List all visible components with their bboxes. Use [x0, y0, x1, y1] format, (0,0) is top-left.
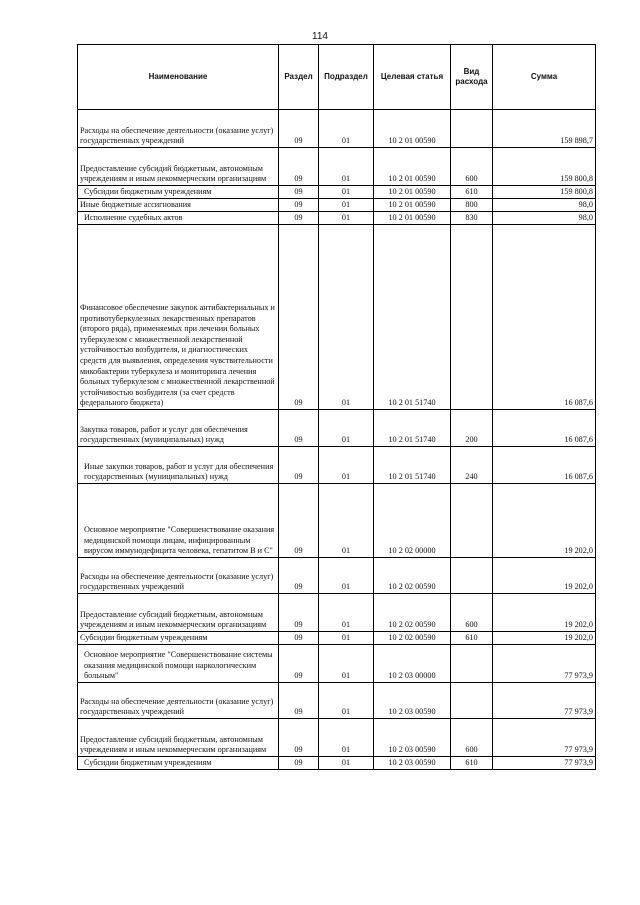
row-target-cell: 10 2 01 51740 [374, 410, 451, 447]
row-sum-cell: 16 087,6 [493, 225, 596, 410]
table-row [78, 719, 596, 757]
header-sum: Сумма [493, 45, 596, 110]
header-kind: Вид расхода [451, 45, 493, 110]
row-target-cell: 10 2 01 00590 [374, 199, 451, 212]
row-section-cell: 09 [279, 719, 319, 757]
row-target-cell: 10 2 02 00590 [374, 558, 451, 594]
row-section-cell: 09 [279, 199, 319, 212]
row-kind-cell: 200 [451, 410, 493, 447]
budget-table [77, 44, 596, 770]
row-section-cell: 09 [279, 212, 319, 225]
row-subsection-cell: 01 [319, 186, 374, 199]
row-kind-cell: 600 [451, 719, 493, 757]
row-section-cell: 09 [279, 186, 319, 199]
row-name-cell: Иные закупки товаров, работ и услуг для обеспечения государственных (муниципальных) нужд [78, 447, 279, 484]
table-row [78, 110, 596, 148]
row-sum-cell: 77 973,9 [493, 719, 596, 757]
row-kind-cell [451, 683, 493, 719]
row-name-cell: Исполнение судебных актов [78, 212, 279, 225]
table-row [78, 199, 596, 212]
row-name-cell: Финансовое обеспечение закупок антибактериальных и противотуберкулезных лекарственных препаратов (второго ряда), применяемых при лечении больных туберкулезом с множественной лекарственной устойчивостью возбудителя, и диагностических средств для выявления, определения чувствительности микобактерии туберкулеза и мониторинга лечения больных туберкулезом с множественной лекарственной устойчивостью возбудителя (за счет средств федерального бюджета) [78, 225, 279, 410]
row-target-cell: 10 2 02 00590 [374, 594, 451, 632]
row-subsection-cell: 01 [319, 199, 374, 212]
table-row [78, 447, 596, 484]
header-subsection: Подраздел [319, 45, 374, 110]
header-name: Наименование [78, 45, 279, 110]
row-target-cell: 10 2 01 51740 [374, 447, 451, 484]
table-row [78, 410, 596, 447]
row-subsection-cell: 01 [319, 212, 374, 225]
row-target-cell: 10 2 01 00590 [374, 212, 451, 225]
row-name-cell: Предоставление субсидий бюджетным, автономным учреждениям и иным некоммерческим организациям [78, 719, 279, 757]
row-subsection-cell: 01 [319, 225, 374, 410]
row-kind-cell: 610 [451, 186, 493, 199]
row-name-cell: Закупка товаров, работ и услуг для обеспечения государственных (муниципальных) нужд [78, 410, 279, 447]
row-target-cell: 10 2 01 51740 [374, 225, 451, 410]
row-target-cell: 10 2 03 00590 [374, 757, 451, 770]
row-kind-cell: 610 [451, 757, 493, 770]
row-sum-cell: 19 202,0 [493, 484, 596, 558]
row-target-cell: 10 2 01 00590 [374, 186, 451, 199]
row-section-cell: 09 [279, 484, 319, 558]
row-name-cell: Иные бюджетные ассигнования [78, 199, 279, 212]
row-subsection-cell: 01 [319, 110, 374, 148]
row-section-cell: 09 [279, 447, 319, 484]
row-section-cell: 09 [279, 225, 319, 410]
row-kind-cell [451, 558, 493, 594]
row-section-cell: 09 [279, 757, 319, 770]
row-sum-cell: 98,0 [493, 212, 596, 225]
table-header-row [78, 45, 596, 110]
row-name-cell: Расходы на обеспечение деятельности (оказание услуг) государственных учреждений [78, 110, 279, 148]
table-body [78, 110, 596, 770]
table-row [78, 212, 596, 225]
row-sum-cell: 19 202,0 [493, 632, 596, 645]
row-name-cell: Расходы на обеспечение деятельности (оказание услуг) государственных учреждений [78, 558, 279, 594]
row-name-cell: Субсидии бюджетным учреждениям [78, 632, 279, 645]
row-target-cell: 10 2 03 00000 [374, 645, 451, 683]
row-subsection-cell: 01 [319, 558, 374, 594]
row-target-cell: 10 2 03 00590 [374, 683, 451, 719]
row-kind-cell [451, 110, 493, 148]
row-target-cell: 10 2 01 00590 [374, 148, 451, 186]
table-row [78, 683, 596, 719]
row-sum-cell: 19 202,0 [493, 558, 596, 594]
page-number: 114 [312, 31, 328, 42]
row-target-cell: 10 2 02 00000 [374, 484, 451, 558]
row-section-cell: 09 [279, 148, 319, 186]
row-kind-cell [451, 645, 493, 683]
row-target-cell: 10 2 02 00590 [374, 632, 451, 645]
row-sum-cell: 77 973,9 [493, 683, 596, 719]
row-sum-cell: 159 800,8 [493, 186, 596, 199]
row-name-cell: Предоставление субсидий бюджетным, автономным учреждениям и иным некоммерческим организациям [78, 148, 279, 186]
row-kind-cell: 600 [451, 594, 493, 632]
row-name-cell: Основное мероприятие "Совершенствование системы оказания медицинской помощи наркологическим больным" [78, 645, 279, 683]
table-row [78, 148, 596, 186]
row-name-cell: Предоставление субсидий бюджетным, автономным учреждениям и иным некоммерческим организациям [78, 594, 279, 632]
row-sum-cell: 16 087,6 [493, 447, 596, 484]
table-row [78, 484, 596, 558]
row-kind-cell: 830 [451, 212, 493, 225]
row-kind-cell: 600 [451, 148, 493, 186]
row-target-cell: 10 2 01 00590 [374, 110, 451, 148]
row-subsection-cell: 01 [319, 594, 374, 632]
row-kind-cell [451, 225, 493, 410]
row-name-cell: Расходы на обеспечение деятельности (оказание услуг) государственных учреждений [78, 683, 279, 719]
row-sum-cell: 19 202,0 [493, 594, 596, 632]
table-row [78, 594, 596, 632]
row-section-cell: 09 [279, 558, 319, 594]
row-subsection-cell: 01 [319, 683, 374, 719]
row-section-cell: 09 [279, 632, 319, 645]
row-sum-cell: 77 973,9 [493, 757, 596, 770]
table-row [78, 225, 596, 410]
row-subsection-cell: 01 [319, 148, 374, 186]
row-sum-cell: 98,0 [493, 199, 596, 212]
row-subsection-cell: 01 [319, 447, 374, 484]
row-section-cell: 09 [279, 110, 319, 148]
table-row [78, 632, 596, 645]
row-subsection-cell: 01 [319, 645, 374, 683]
table-row [78, 645, 596, 683]
row-name-cell: Субсидии бюджетным учреждениям [78, 186, 279, 199]
row-name-cell: Основное мероприятие "Совершенствование оказания медицинской помощи лицам, инфицированным вирусом иммунодефицита человека, гепатитом В и С" [78, 484, 279, 558]
row-name-cell: Субсидии бюджетным учреждениям [78, 757, 279, 770]
row-subsection-cell: 01 [319, 719, 374, 757]
header-target: Целевая статья [374, 45, 451, 110]
table-row [78, 186, 596, 199]
row-subsection-cell: 01 [319, 757, 374, 770]
row-sum-cell: 159 898,7 [493, 110, 596, 148]
row-target-cell: 10 2 03 00590 [374, 719, 451, 757]
table-row [78, 757, 596, 770]
row-kind-cell: 240 [451, 447, 493, 484]
row-section-cell: 09 [279, 645, 319, 683]
row-section-cell: 09 [279, 410, 319, 447]
row-section-cell: 09 [279, 683, 319, 719]
row-kind-cell: 800 [451, 199, 493, 212]
row-kind-cell [451, 484, 493, 558]
row-sum-cell: 77 973,9 [493, 645, 596, 683]
row-sum-cell: 16 087,6 [493, 410, 596, 447]
row-kind-cell: 610 [451, 632, 493, 645]
header-section: Раздел [279, 45, 319, 110]
row-subsection-cell: 01 [319, 484, 374, 558]
row-section-cell: 09 [279, 594, 319, 632]
row-sum-cell: 159 800,8 [493, 148, 596, 186]
row-subsection-cell: 01 [319, 632, 374, 645]
table-row [78, 558, 596, 594]
row-subsection-cell: 01 [319, 410, 374, 447]
